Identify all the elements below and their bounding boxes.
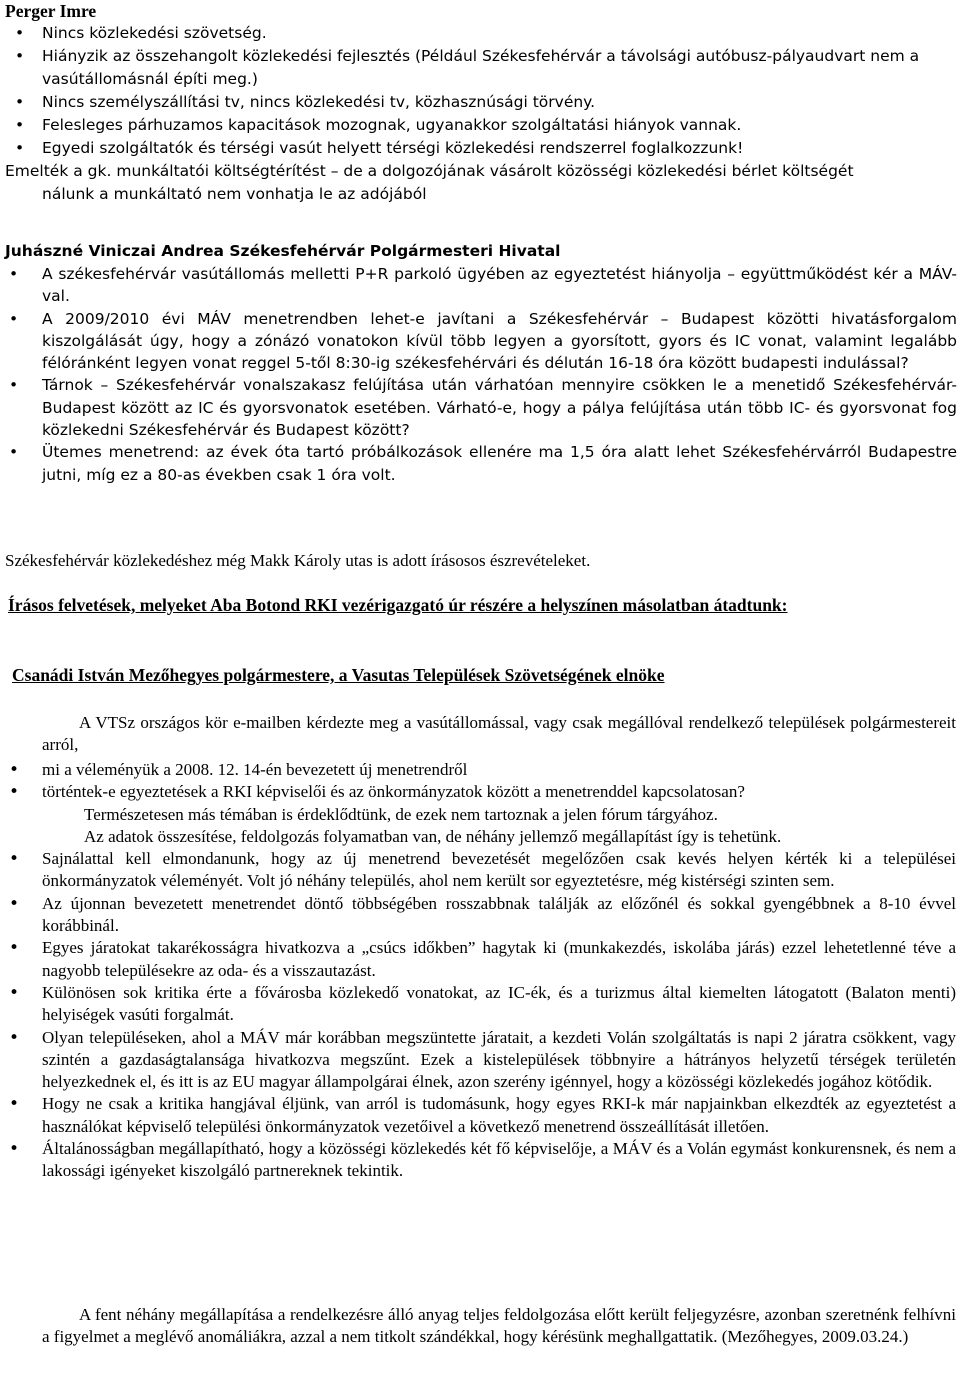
list-item: • Sajnálattal kell elmondanunk, hogy az új menetrend bevezetését megelőzően csak kevés helyen kérték ki a települései önkormányzatok véleményét. Volt jó néhány település, ahol nem került sor egyeztetésre, még kistérségi szinten sem. xyxy=(5,848,956,893)
indented-line-1: Természetesen más témában is érdeklődtünk, de ezek nem tartoznak a jelen fórum tárgyához. xyxy=(84,804,718,824)
emelt-line-1: Emelték a gk. munkáltatói költségtérítést – de a dolgozójának vásárolt közösségi közlekedési bérlet költségét xyxy=(5,162,854,180)
list-item xyxy=(5,45,950,91)
written-submissions-heading: Írásos felvetések, melyeket Aba Botond RKI vezérigazgató úr részére a helyszínen másolatban átadtunk: xyxy=(8,595,788,615)
list-item: • Nincs közlekedési szövetség. xyxy=(5,22,950,45)
closing-paragraph xyxy=(42,1304,956,1349)
list-item: • Nincs személyszállítási tv, nincs közlekedési tv, közhasznúsági törvény. xyxy=(5,91,950,114)
list-item: • Ütemes menetrend: az évek óta tartó próbálkozások ellenére ma 1,5 óra alatt lehet Székesfehérvárról Budapestre jutni, míg ez a 80-as években csak 1 óra volt. xyxy=(5,441,957,486)
intro-paragraph: A VTSz országos kör e-mailben kérdezte meg a vasútállomással, vagy csak megállóval rendelkező települések polgármestereit arról, xyxy=(42,713,956,755)
list-item: • Hogy ne csak a kritika hangjával éljünk, van arról is tudomásunk, hogy egyes RKI-k már napjainkban elkezdték az egyeztetést a használókat képviselő települési önkormányzatok vezetőivel a következő menetrend összeállítását illetően. xyxy=(5,1093,956,1138)
list-item: • Felesleges párhuzamos kapacitások mozognak, ugyanakkor szolgáltatási hiányok vannak. xyxy=(5,114,950,137)
list-item: • Különösen sok kritika érte a fővárosba közlekedő vonatokat, az IC-ék, és a turizmus által kiemelten látogatott (Balaton menti) helyiségek vasúti forgalmát. xyxy=(5,982,956,1027)
list-item: • Tárnok – Székesfehérvár vonalszakasz felújítása után várhatóan mennyire csökken le a menetidő Székesfehérvár-Budapest között az IC és gyorsvonatok esetében. Várható-e, hogy a pálya felújítása után több IC- és gyorsvonat fog közlekedni Székesfehérvár és Budapest között? xyxy=(5,374,957,441)
list-item: • történtek-e egyeztetések a RKI képviselői és az önkormányzatok között a menetrenddel kapcsolatosan? xyxy=(5,781,956,803)
perger-bullet-list xyxy=(5,22,950,160)
list-item: • Az újonnan bevezetett menetrendet döntő többségében rosszabbnak találják az előzőnél és sokkal gyengébbnek a 8-10 évvel korábbinál. xyxy=(5,893,956,938)
section-juhaszne xyxy=(5,263,957,486)
list-item: • Olyan településeken, ahol a MÁV már korábban megszüntette járatait, a kezdeti Volán szolgáltatás is napi 2 járatra csökkent, vagy szintén a gazdaságtalansága hivatkozva megszűnt. Ezek a kistelepülések többnyire a hátrányos helyzetű térségek területén helyezkednek el, és itt is az EU magyar állampolgárai élnek, azon szerény igénnyel, hogy a közösségi közlekedés jogához kötődik. xyxy=(5,1027,956,1094)
list-item: • Egyedi szolgáltatók és térségi vasút helyett térségi közlekedési rendszerrel foglalkozzunk! xyxy=(5,137,950,160)
juhaszne-bullet-list xyxy=(5,263,957,486)
section-perger xyxy=(5,22,950,206)
findings-list xyxy=(5,848,956,1182)
list-item: • Általánosságban megállapítható, hogy a közösségi közlekedés két fő képviselője, a MÁV és a Volán egymást konkurensnek, és nem a lakossági igényeket kiszolgáló partnereknek tekintik. xyxy=(5,1138,956,1183)
closing-text: A fent néhány megállapítása a rendelkezésre álló anyag teljes feldolgozása előtt került feljegyzésre, azonban szeretnénk felhívni a figyelmet a meglévő anomáliákra, azzal a nem titkolt szándékkal, hogy kérésünk meghallgattatik. (Mezőhegyes, 2009.03.24.) xyxy=(42,1305,956,1347)
indented-line-2: Az adatok összesítése, feldolgozás folyamatban van, de néhány jellemző megállapítást így is tehetünk. xyxy=(84,826,782,846)
author-perger-imre: Perger Imre xyxy=(5,1,97,21)
list-item-text: • Hiányzik az összehangolt közlekedési fejlesztés (Például Székesfehérvár a távolsági autóbusz-pályaudvart nem a vasútállomásnál építi meg.) xyxy=(42,47,920,88)
author-juhaszne: Juhászné Viniczai Andrea Székesfehérvár Polgármesteri Hivatal xyxy=(5,242,561,260)
emelt-paragraph xyxy=(5,160,950,206)
csanadi-heading: Csanádi István Mezőhegyes polgármestere, a Vasutas Települések Szövetségének elnöke xyxy=(12,665,665,685)
list-item: • mi a véleményük a 2008. 12. 14-én bevezetett új menetrendről xyxy=(5,759,956,781)
makk-karoly-note: Székesfehérvár közlekedéshez még Makk Károly utas is adott írásosos észrevételeket. xyxy=(5,551,591,570)
section-csanadi xyxy=(5,759,956,1183)
list-item: • A székesfehérvár vasútállomás melletti P+R parkoló ügyében az egyeztetést hiányolja – együttműködést kér a MÁV-val. xyxy=(5,263,957,308)
list-item: • Egyes járatokat takarékosságra hivatkozva a „csúcs időkben” hagytak ki (munkakezdés, iskolába járás) ezzel lehetetlenné téve a nagyobb településekre az oda- és a visszautazást. xyxy=(5,937,956,982)
questions-list xyxy=(5,759,956,804)
emelt-line-2: nálunk a munkáltató nem vonhatja le az adójából xyxy=(42,185,427,203)
csanadi-intro xyxy=(42,712,956,757)
list-item: • A 2009/2010 évi MÁV menetrendben lehet-e javítani a Székesfehérvár – Budapest közötti hivatásforgalom kiszolgálását úgy, hogy a zónázó vonatokon kívül több legyen a gyorsított, gyors és IC vonat, valamint legalább félóránként legyen vonat reggel 5-től 8:30-ig székesfehérvári és délután 16-18 óra között budapesti indulással? xyxy=(5,308,957,375)
